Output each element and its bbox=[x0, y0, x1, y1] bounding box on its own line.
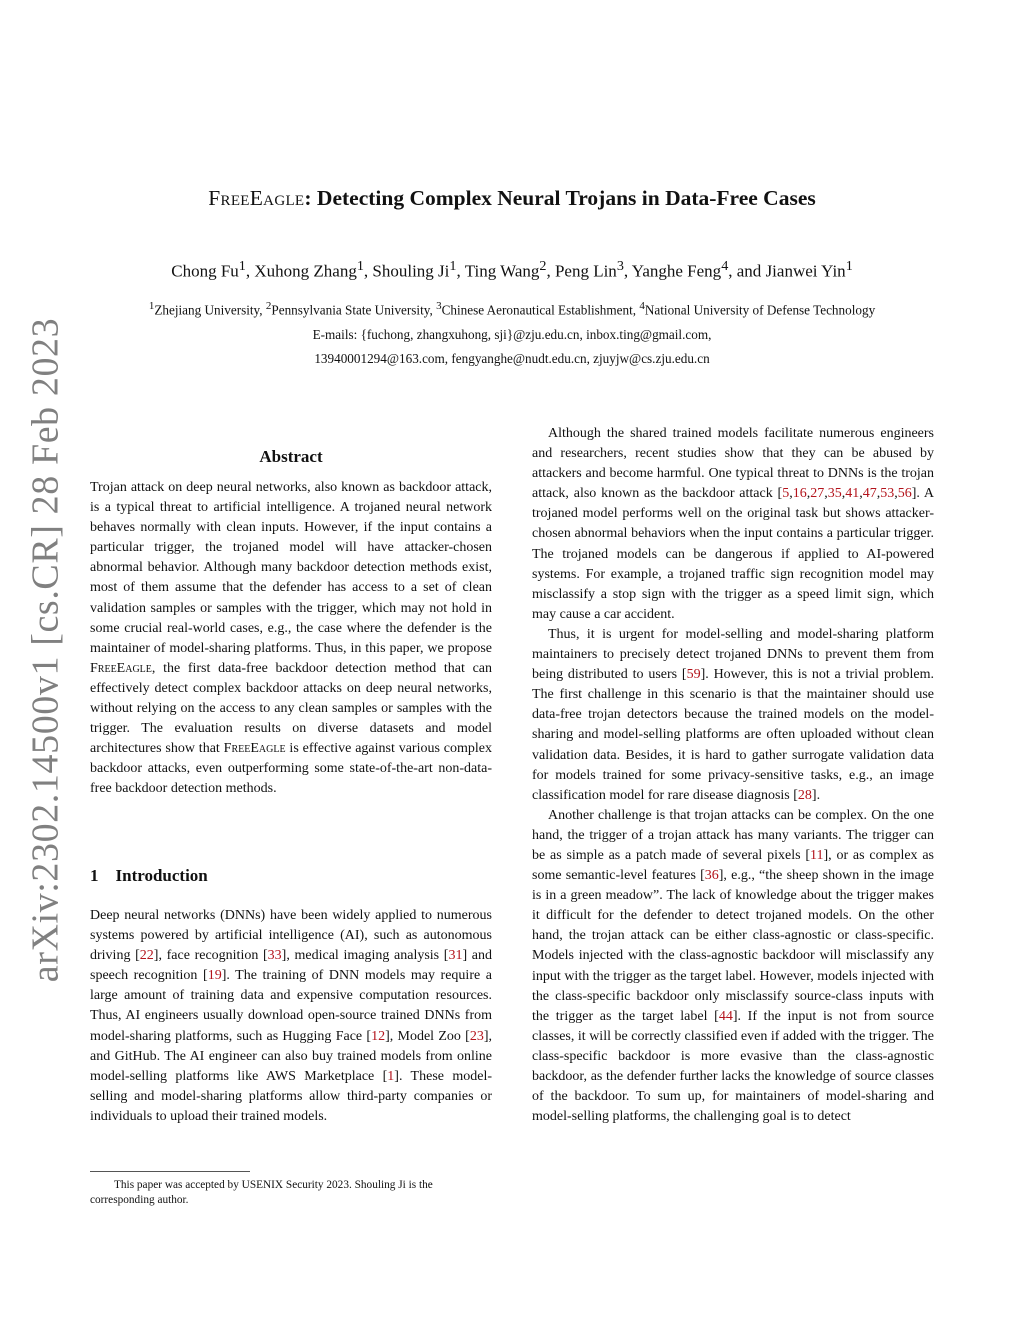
abstract-method-name-1: FreeEagle bbox=[90, 660, 152, 676]
paragraph-text: ]. However, this is not a trivial problem. The first challenge in this scenario is that the maintainer should use data-free trojan detectors because the trained models on the model-sharing and model-selling platforms are often uploaded without clean validation data. Besides, it is hard to gather surrogate validation data for models trained for some privacy-sensitive tasks, e.g., an image classification model for rare disease diagnosis [ bbox=[532, 667, 935, 803]
affiliation-mark: 1 bbox=[148, 300, 155, 312]
citation-link[interactable]: 1 bbox=[387, 1068, 395, 1084]
arxiv-sidebar-stamp bbox=[18, 317, 72, 983]
author-affiliation-mark: 1 bbox=[238, 258, 246, 274]
author-separator: , bbox=[245, 261, 255, 281]
affiliation-name: Zhejiang University bbox=[154, 302, 260, 318]
abstract-text-1: Trojan attack on deep neural networks, also known as backdoor attack, is a typical threat to artificial intelligence. A trojaned neural network behaves normally with clean inputs. However, if the input contains a particular trigger, the trojaned model will have attacker-chosen abnormal behavior. Although many backdoor detection methods exist, most of them assume that the defender has access to a set of clean validation samples or samples with the trigger, which may not hold in some crucial real-world cases, e.g., the case where the defender is the maintainer of model-sharing platforms. Thus, in this paper, we propose bbox=[90, 480, 492, 656]
paragraph-text: ], face recognition [ bbox=[153, 948, 268, 964]
author-name: Jianwei Yin bbox=[765, 261, 846, 281]
paragraph-text: , bbox=[841, 486, 846, 502]
affiliation-name: National University of Defense Technology bbox=[644, 302, 876, 318]
author-name: Xuhong Zhang bbox=[254, 261, 357, 281]
citation-link[interactable]: 12 bbox=[371, 1028, 386, 1044]
paragraph-text: , bbox=[806, 486, 811, 502]
author-name: Ting Wang bbox=[464, 261, 540, 281]
citation-link[interactable]: 22 bbox=[139, 948, 154, 964]
citation-link[interactable]: 27 bbox=[810, 486, 825, 502]
citation-link[interactable]: 59 bbox=[686, 667, 701, 683]
author-name: Peng Lin bbox=[554, 261, 617, 281]
paragraph-text: Although the shared trained models facilitate numerous engineers and researchers, recent studies show that they can be abused by attackers and become harmful. One typical threat to DNNs is the trojan attack, also known as the backdoor attack [ bbox=[532, 426, 934, 502]
section-number: 1 bbox=[90, 866, 99, 885]
citation-link[interactable]: 56 bbox=[897, 486, 912, 502]
affiliation-mark: 2 bbox=[265, 300, 272, 312]
section-heading-introduction bbox=[90, 866, 208, 886]
right-paragraph-3 bbox=[532, 806, 934, 1128]
citation-link[interactable]: 23 bbox=[469, 1028, 484, 1044]
abstract-body bbox=[90, 478, 492, 800]
author-separator: , bbox=[363, 261, 373, 281]
author-name: Shouling Ji bbox=[372, 261, 450, 281]
author-list bbox=[60, 258, 964, 282]
paragraph-text: ]. bbox=[811, 787, 821, 803]
paragraph-text: , bbox=[824, 486, 828, 502]
author-affiliation-mark: 1 bbox=[449, 258, 457, 274]
affiliation-name: Pennsylvania State University bbox=[271, 302, 430, 318]
citation-link[interactable]: 31 bbox=[448, 948, 463, 964]
author-affiliation-mark: 1 bbox=[845, 258, 853, 274]
abstract-text-3: is effective against various complex backdoor attacks, even outperforming some state-of-the-art non-data-free backdoor detection methods. bbox=[90, 741, 493, 797]
citation-link[interactable]: 36 bbox=[704, 868, 719, 884]
author-affiliation-mark: 2 bbox=[539, 258, 547, 274]
author-separator: , bbox=[546, 261, 555, 281]
footnote bbox=[90, 1178, 492, 1208]
email-line-2: 13940001294@163.com, fengyanghe@nudt.edu.cn, zjuyjw@cs.zju.edu.cn bbox=[314, 351, 710, 366]
author-separator: , and bbox=[728, 261, 766, 281]
paragraph-text: ], or as complex as some semantic-level features [ bbox=[532, 847, 935, 884]
paragraph-text: ]. If the input is not from source classes, it will be correctly classified even if added with the trigger. The class-specific backdoor is more evasive than the class-agnostic backdoor, as the defender further lacks the knowledge of source classes of the backdoor. To sum up, for maintainers of model-sharing and model-selling platforms, the challenging goal is to detect bbox=[532, 1008, 934, 1125]
paragraph-text: ]. The training of DNN models may require a large amount of training data and expensive computation resources. Thus, AI engineers usually download open-source trained DNNs from model-sharing platforms, such as Hugging Face [ bbox=[90, 968, 492, 1044]
abstract-heading: Abstract bbox=[259, 447, 323, 466]
title-method-name: FreeEagle bbox=[208, 186, 305, 210]
paragraph-text: ]. These model-selling and model-sharing platforms allow third-party companies or individuals to upload their trained models. bbox=[90, 1068, 492, 1124]
author-affiliation-mark: 4 bbox=[721, 258, 729, 274]
paragraph-text: ], medical imaging analysis [ bbox=[281, 948, 449, 964]
citation-link[interactable]: 53 bbox=[880, 486, 895, 502]
footnote-rule bbox=[90, 1171, 250, 1172]
abstract-text-2: , the first data-free backdoor detection method that can effectively detect complex backdoor attacks on deep neural networks, without relying on the access to any clean samples or samples with the trigger. The evaluation results on diverse datasets and model architectures show that bbox=[90, 660, 492, 757]
section-title: Introduction bbox=[115, 866, 208, 885]
affiliation-mark: 3 bbox=[436, 300, 442, 312]
paragraph-text: Thus, it is urgent for model-selling and model-sharing platform maintainers to precisely detect trojaned DNNs to prevent them from being distributed to users [ bbox=[532, 626, 934, 683]
affiliation-name: Chinese Aeronautical Establishment bbox=[441, 302, 633, 318]
footnote-line-1: This paper was accepted by USENIX Security 2023. Shouling Ji is the bbox=[114, 1179, 433, 1191]
right-paragraph-1 bbox=[532, 424, 934, 625]
paragraph-text: , bbox=[789, 486, 793, 502]
author-affiliation-mark: 1 bbox=[356, 258, 364, 274]
email-line-1: E-mails: {fuchong, zhangxuhong, sji}@zju.edu.cn, inbox.ting@gmail.com, bbox=[312, 327, 712, 342]
author-name: Yanghe Feng bbox=[631, 261, 722, 281]
citation-link[interactable]: 41 bbox=[845, 486, 860, 502]
arxiv-id: arXiv:2302.14500v1 [cs.CR] 28 Feb 2023 bbox=[24, 317, 67, 983]
author-name: Chong Fu bbox=[171, 261, 239, 281]
affiliation-mark: 4 bbox=[639, 300, 645, 312]
paragraph-text: Another challenge is that trojan attacks can be complex. On the one hand, the trigger of a trojan attack has many variants. The trigger can be as simple as a patch made of several pixels [ bbox=[532, 807, 934, 863]
right-paragraph-2 bbox=[532, 625, 934, 806]
citation-link[interactable]: 44 bbox=[718, 1008, 733, 1024]
paragraph-text: , bbox=[894, 486, 898, 502]
paragraph-text: ] and speech recognition [ bbox=[90, 948, 492, 984]
paragraph-text: ], e.g., “the sheep shown in the image is in a green meadow”. The lack of knowledge about the trigger makes it difficult for the defender to detect trojaned models. On the other hand, the trojan attack can be either class-agnostic or class-specific. Models injected with the class-agnostic backdoor will misclassify any input with the trigger as the target label. However, models injected with the class-specific backdoor only misclassify source-class inputs with the trigger as the target label [ bbox=[532, 868, 935, 1024]
citation-link[interactable]: 16 bbox=[792, 486, 807, 502]
title-rest: : Detecting Complex Neural Trojans in Data-Free Cases bbox=[304, 186, 816, 210]
affiliations: $^1$Zhejiang University, $^2$Pennsylvania State University, $^3$Chinese Aeronautical Establishment, $^4$National University of Defense Technology bbox=[148, 300, 876, 318]
paragraph-text: ]. A trojaned model performs well on the original task but shows attacker-chosen abnormal behaviors when the input contains a particular trigger. The trojaned models can be dangerous if applied to AI-powered systems. For example, a trojaned traffic sign recognition model may misclassify a stop sign with the trigger as a speed limit sign, which may cause a car accident. bbox=[532, 486, 934, 622]
abstract-method-name-2: FreeEagle bbox=[223, 741, 286, 757]
introduction-body bbox=[90, 906, 492, 1127]
paragraph-text: , bbox=[876, 486, 881, 502]
paper-title bbox=[80, 186, 944, 211]
citation-link[interactable]: 28 bbox=[797, 787, 812, 803]
paragraph-text: Deep neural networks (DNNs) have been widely applied to numerous systems powered by artificial intelligence (AI), such as autonomous driving [ bbox=[90, 908, 492, 964]
intro-paragraph-1 bbox=[90, 906, 492, 1127]
right-column-body bbox=[532, 424, 934, 1127]
author-affiliation-mark: 3 bbox=[616, 258, 624, 274]
citation-link[interactable]: 5 bbox=[782, 486, 790, 502]
author-separator: , bbox=[456, 261, 465, 281]
citation-link[interactable]: 11 bbox=[810, 847, 824, 863]
citation-link[interactable]: 35 bbox=[827, 486, 842, 502]
paragraph-text: ], and GitHub. The AI engineer can also buy trained models from online model-selling platforms like AWS Marketplace [ bbox=[90, 1028, 492, 1084]
citation-link[interactable]: 19 bbox=[207, 968, 222, 984]
citation-link[interactable]: 33 bbox=[267, 948, 282, 964]
author-separator: , bbox=[623, 261, 632, 281]
paragraph-text: ], Model Zoo [ bbox=[385, 1028, 470, 1044]
footnote-line-2: corresponding author. bbox=[90, 1194, 189, 1206]
citation-link[interactable]: 47 bbox=[862, 486, 877, 502]
paragraph-text: , bbox=[859, 486, 863, 502]
